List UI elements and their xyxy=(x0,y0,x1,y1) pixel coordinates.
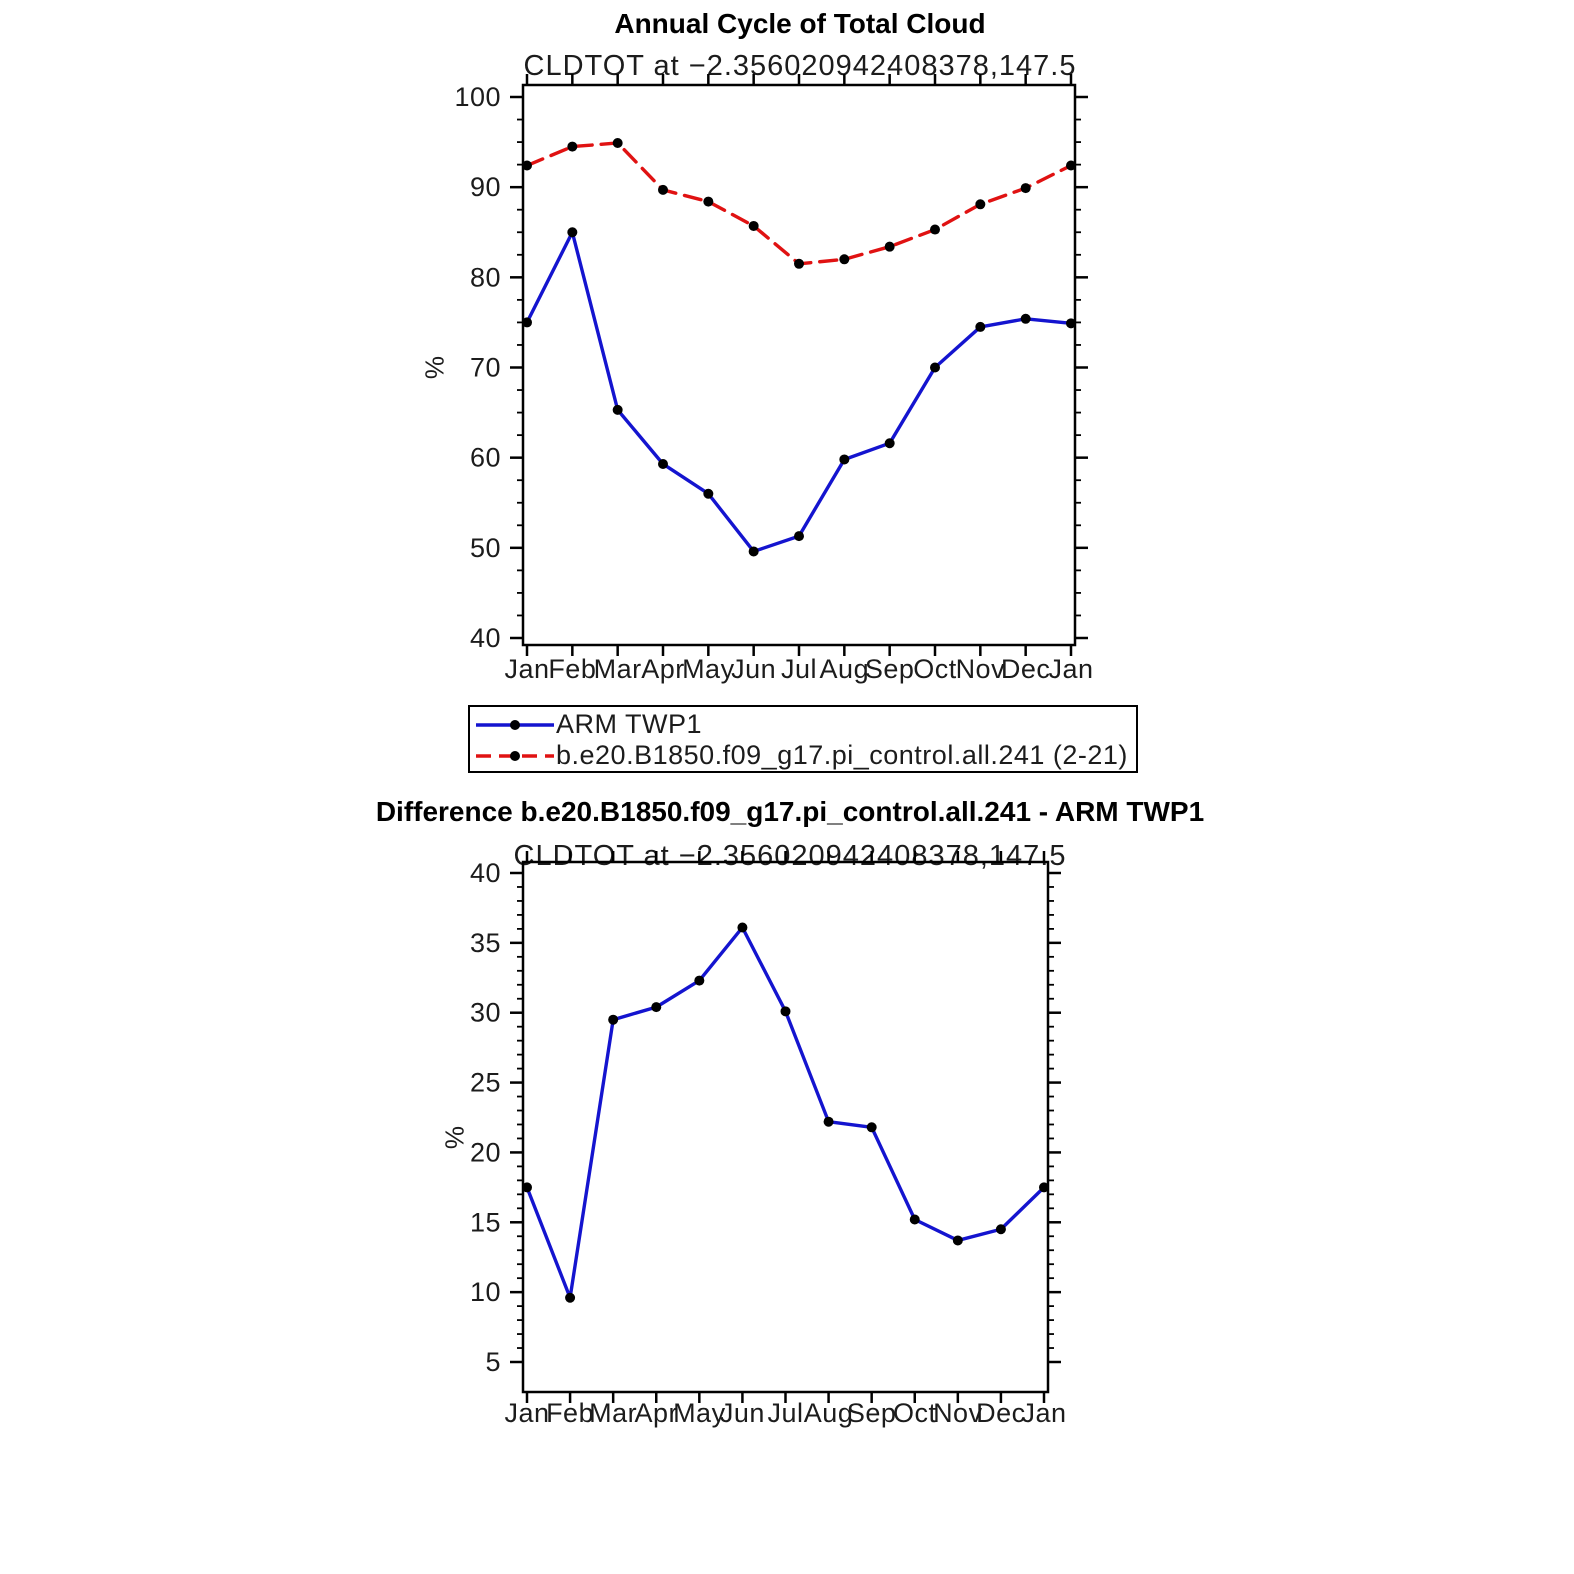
data-point xyxy=(930,225,940,235)
bottom-chart-title: Difference b.e20.B1850.f09_g17.pi_control.all.241 - ARM TWP1 xyxy=(375,796,1205,827)
x-tick-label: Dec xyxy=(1000,654,1051,684)
data-point xyxy=(953,1235,963,1245)
legend xyxy=(468,705,1138,773)
y-tick-label: 70 xyxy=(469,352,501,383)
data-point xyxy=(910,1214,920,1224)
data-point xyxy=(996,1224,1006,1234)
data-point xyxy=(749,546,759,556)
data-point xyxy=(703,197,713,207)
data-point xyxy=(839,254,849,264)
legend-row-obs xyxy=(474,709,1136,740)
x-tick-label: Apr xyxy=(641,654,685,684)
legend-line-sample-obs xyxy=(474,710,556,740)
legend-label-model: b.e20.B1850.f09_g17.pi_control.all.241 (2-21) xyxy=(556,740,1128,770)
y-tick-label: 100 xyxy=(454,82,501,112)
y-tick-label: 15 xyxy=(469,1207,501,1238)
x-tick-label: Oct xyxy=(892,1398,937,1428)
x-tick-label: Sep xyxy=(864,654,915,684)
data-point xyxy=(1066,161,1076,171)
data-point xyxy=(608,1015,618,1025)
data-point xyxy=(1021,183,1031,193)
legend-label-obs: ARM TWP1 xyxy=(556,709,703,739)
y-tick-label: 80 xyxy=(469,262,501,293)
data-point xyxy=(565,1293,575,1303)
y-tick-label: 40 xyxy=(469,858,501,888)
data-point xyxy=(824,1117,834,1127)
chart-group xyxy=(470,851,1067,1428)
data-point xyxy=(1021,314,1031,324)
x-tick-label: Sep xyxy=(846,1398,897,1428)
plot-frame xyxy=(523,862,1048,1392)
data-point xyxy=(651,1002,661,1012)
data-point xyxy=(703,489,713,499)
data-point xyxy=(658,459,668,469)
series-line xyxy=(527,927,1044,1297)
data-point xyxy=(1066,318,1076,328)
y-tick-label: 5 xyxy=(485,1347,501,1377)
x-tick-label: Jan xyxy=(1048,654,1094,684)
data-point xyxy=(749,221,759,231)
data-point xyxy=(567,227,577,237)
data-point xyxy=(737,922,747,932)
top-chart-y-axis-label: % xyxy=(419,355,450,380)
x-tick-label: Oct xyxy=(913,654,957,684)
data-point xyxy=(658,185,668,195)
x-tick-label: Feb xyxy=(548,654,597,684)
data-point xyxy=(794,531,804,541)
y-tick-label: 25 xyxy=(469,1067,501,1098)
x-tick-label: May xyxy=(673,1398,726,1428)
y-tick-label: 10 xyxy=(469,1277,501,1308)
y-tick-label: 20 xyxy=(469,1137,501,1168)
x-tick-label: Jul xyxy=(767,1398,804,1428)
data-point xyxy=(522,317,532,327)
x-tick-label: Mar xyxy=(593,654,642,684)
data-point xyxy=(885,438,895,448)
x-tick-label: Jul xyxy=(780,654,818,684)
y-tick-label: 50 xyxy=(469,532,501,563)
x-tick-label: Jun xyxy=(719,1398,765,1428)
y-tick-label: 30 xyxy=(469,997,501,1028)
x-tick-label: Nov xyxy=(955,654,1006,684)
data-point xyxy=(613,138,623,148)
x-tick-label: Mar xyxy=(589,1398,638,1428)
data-point xyxy=(694,976,704,986)
data-point xyxy=(522,1182,532,1192)
x-tick-label: Jun xyxy=(731,654,777,684)
chart-group xyxy=(454,74,1093,684)
top-chart-title: Annual Cycle of Total Cloud xyxy=(614,8,986,39)
bottom-chart-y-axis-label: % xyxy=(439,1125,470,1150)
x-tick-label: Aug xyxy=(819,654,870,684)
data-point xyxy=(567,142,577,152)
data-point xyxy=(613,405,623,415)
y-tick-label: 40 xyxy=(469,623,501,653)
y-tick-label: 90 xyxy=(469,172,501,203)
data-point xyxy=(930,363,940,373)
x-tick-label: Aug xyxy=(803,1398,854,1428)
x-tick-label: Jan xyxy=(504,1398,550,1428)
data-point xyxy=(781,1006,791,1016)
x-tick-label: May xyxy=(682,654,735,684)
data-point xyxy=(867,1122,877,1132)
x-tick-label: Apr xyxy=(634,1398,679,1428)
top-chart-subtitle: CLDTOT at −2.356020942408378,147.5 xyxy=(523,50,1077,82)
data-point xyxy=(885,242,895,252)
x-tick-label: Jan xyxy=(1021,1398,1067,1428)
data-point xyxy=(794,259,804,269)
data-point xyxy=(975,322,985,332)
y-tick-label: 60 xyxy=(469,442,501,473)
bottom-chart-subtitle: CLDTOT at −2.356020942408378,147.5 xyxy=(513,840,1067,872)
legend-row-model xyxy=(474,740,1136,771)
legend-sample-marker xyxy=(510,751,520,761)
legend-sample-marker xyxy=(510,720,520,730)
data-point xyxy=(839,454,849,464)
x-tick-label: Feb xyxy=(546,1398,595,1428)
x-tick-label: Nov xyxy=(933,1398,983,1428)
series-line xyxy=(527,232,1071,551)
data-point xyxy=(975,199,985,209)
legend-line-sample-model xyxy=(474,741,556,771)
data-point xyxy=(522,161,532,171)
x-tick-label: Dec xyxy=(976,1398,1026,1428)
series-line xyxy=(527,143,1071,264)
y-tick-label: 35 xyxy=(469,927,501,958)
x-tick-label: Jan xyxy=(504,654,550,684)
data-point xyxy=(1039,1182,1049,1192)
